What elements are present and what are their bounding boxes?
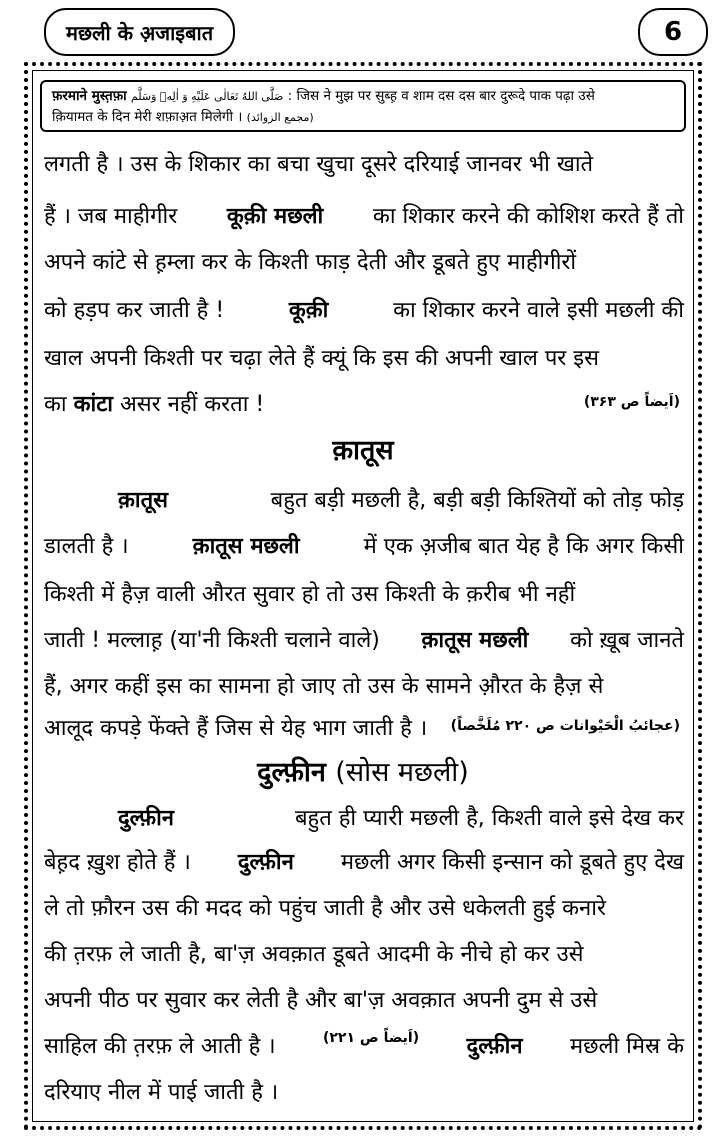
salutation-text: صَلَّى اللهُ تَعَالٰی عَلَيْهِ وَ اٰلِهٖ وَسَلَّم	[130, 90, 284, 103]
hadith-reference: (مجمع الزوائد)	[246, 111, 314, 124]
paragraph-line: अपने कांटे से ह़म्ला कर के किश्ती फाड़ देती और डूबते हुए माहीगीरों	[44, 250, 577, 275]
hadith-lead: फ़रमाने मुस्त़फ़ा	[52, 88, 127, 104]
paragraph-line: अपनी पीठ पर सुवार कर लेती है और बा'ज़ अवक़ात अपनी दुम से उसे	[44, 988, 598, 1013]
paragraph-line: को हड़प कर जाती है ! कूक़ी का शिकार करने वाले इसी मछली की	[44, 298, 684, 323]
paragraph-line: हैं, अगर कहीं इस का सामना हो जाए तो उस के सामने औ़रत के हैज़ से	[44, 674, 604, 699]
paragraph-line: बेह़द ख़ुश होते हैं । दुल्फ़ीन मछली अगर किसी इन्सान को डूबते हुए देख	[44, 850, 684, 875]
paragraph-line: हैं । जब माहीगीर कूक़ी मछली का शिकार करने की कोशिश करते हैं तो	[44, 204, 684, 229]
hadith-box	[40, 80, 686, 132]
hadith-text-2: क़ियामत के दिन मेरी शफ़ाअ़त मिलेगी ।	[52, 109, 243, 125]
reference-citation: (اَیضاً ص ۲۲۱)	[322, 1030, 420, 1046]
paragraph-line: क़ातूस बहुत बड़ी मछली है, बड़ी बड़ी किश्तियों को तोड़ फोड़	[118, 488, 684, 513]
paragraph-line: का कांटा असर नहीं करता ! (اَیضاً ص ۳۶۳)	[44, 392, 680, 417]
section-heading: दुल्फ़ीन (सोस मछली)	[257, 757, 469, 788]
paragraph-line: जाती ! मल्लाह़ (या'नी किश्ती चलाने वाले) क़ातूस मछली को ख़ूब जानते	[44, 628, 684, 653]
paragraph-line: किश्ती में हैज़ वाली औरत सुवार हो तो उस किश्ती के क़रीब भी नहीं	[44, 582, 576, 607]
paragraph-line: साहिल की त़रफ़ ले आती है । (اَیضاً ص ۲۲۱) दुल्फ़ीन मछली मिस्र के	[44, 1030, 684, 1059]
paragraph-line: की त़रफ़ ले जाती है, बा'ज़ अवक़ात डूबते आदमी के नीचे हो कर उसे	[44, 942, 584, 967]
page-number: 6	[638, 8, 708, 56]
section-heading: क़ातूस	[332, 435, 394, 466]
paragraph-line: लगती है । उस के शिकार का बचा खुचा दूसरे दरियाई जानवर भी खाते	[44, 152, 594, 177]
hadith-text-1: : जिस ने मुझ पर सुब्ह़ व शाम दस दस बार दुरूदे पाक पढ़ा उसे	[287, 88, 595, 104]
book-title: मछली के अ़जाइबात	[44, 8, 235, 56]
reference-citation: (عجائبُ الْحَیْوانات ص ۲۲۰ مُلَخَّصاً)	[450, 718, 680, 734]
reference-citation: (اَیضاً ص ۳۶۳)	[583, 394, 680, 410]
paragraph-line: खाल अपनी किश्ती पर चढ़ा लेते हैं क्यूं कि इस की अपनी खाल पर इस	[44, 346, 599, 371]
paragraph-line: दुल्फ़ीन बहुत ही प्यारी मछली है, किश्ती वाले इसे देख कर	[118, 806, 684, 831]
paragraph-line: डालती है । क़ातूस मछली में एक अ़जीब बात येह है कि अगर किसी	[44, 534, 684, 559]
paragraph-line: दरियाए नील में पाई जाती है ।	[44, 1080, 279, 1105]
paragraph-line: ले तो फ़ौरन उस की मदद को पहुंच जाती है और उसे धकेलती हुई कनारे	[44, 896, 606, 921]
paragraph-line: आलूद कपड़े फेंक्ते हैं जिस से येह भाग जाती है । (عجائبُ الْحَیْوانات ص ۲۲۰ مُلَخَّصاً)	[44, 716, 680, 741]
